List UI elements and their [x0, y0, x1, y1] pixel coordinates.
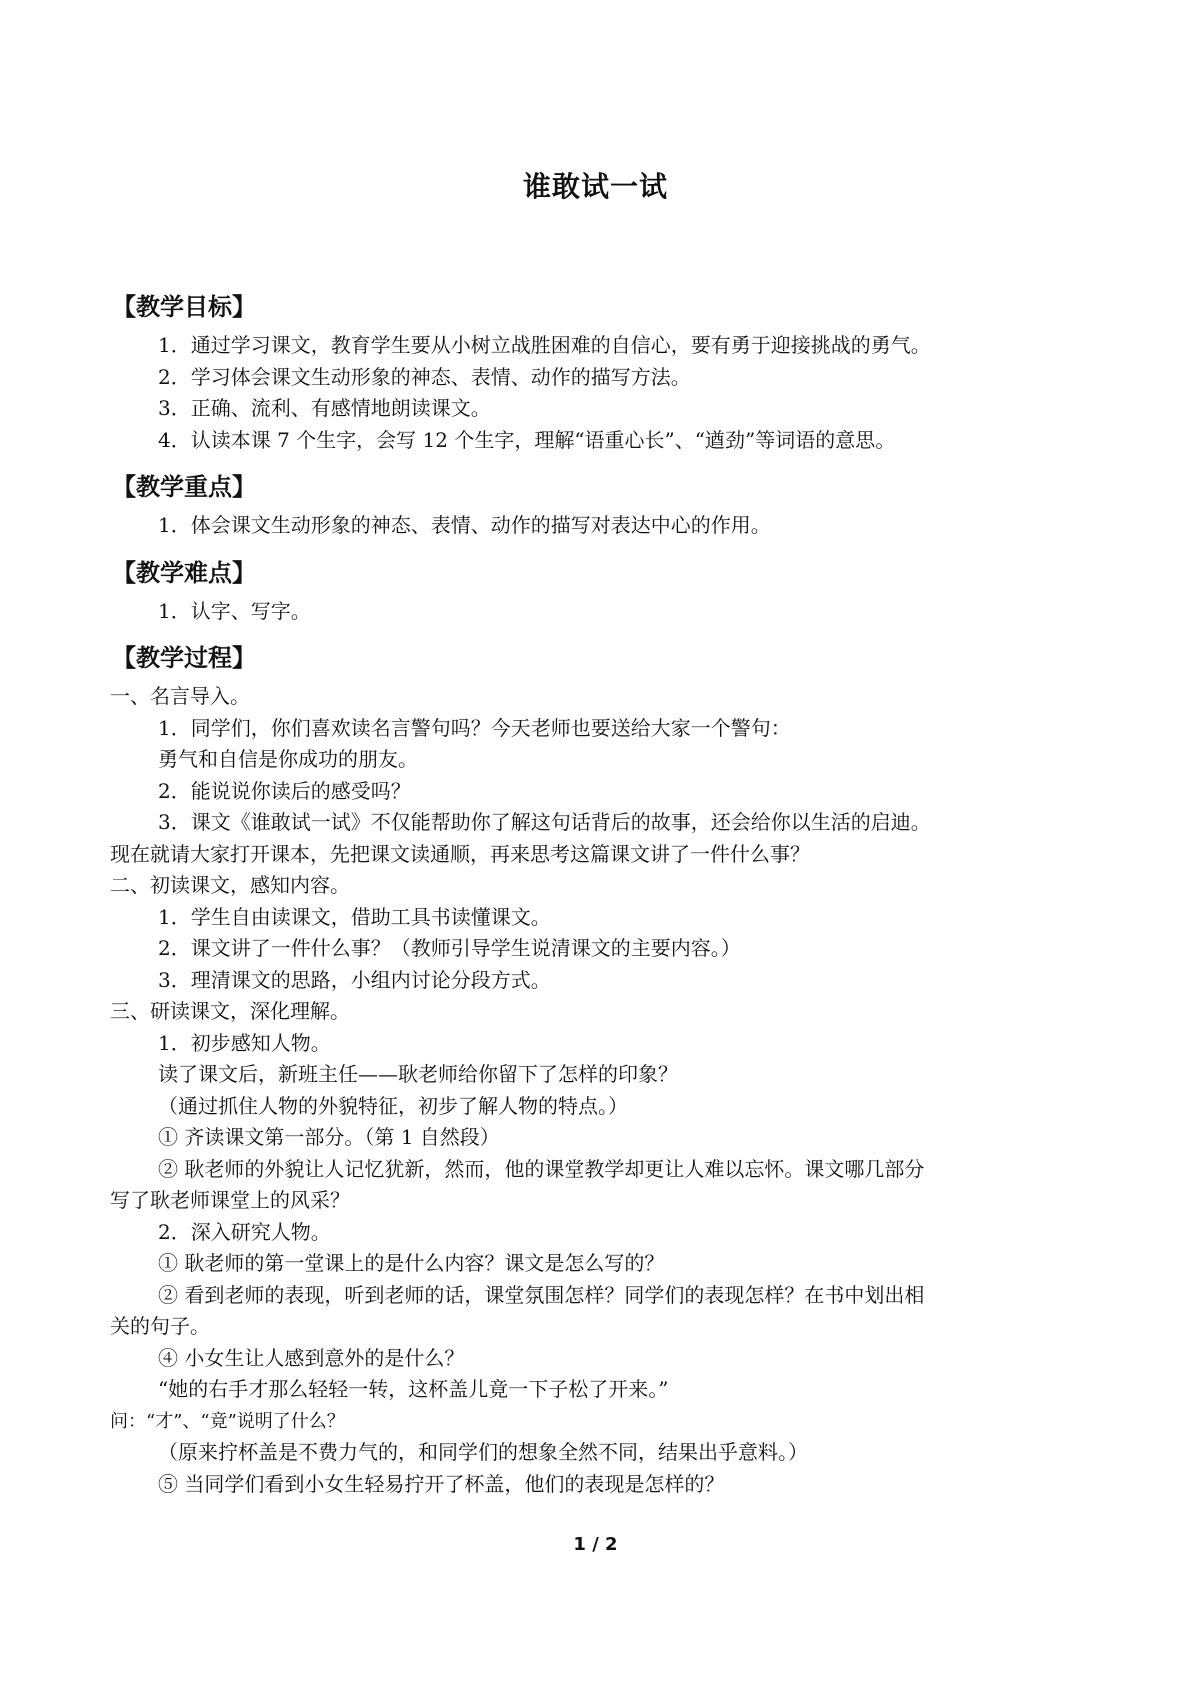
- process-step-heading: 一、名言导入。: [110, 684, 250, 708]
- process-line: 1．初步感知人物。: [158, 1030, 331, 1055]
- process-line: 写了耿老师课堂上的风采？: [110, 1188, 350, 1212]
- process-line: ⑤ 当同学们看到小女生轻易拧开了杯盖，他们的表现是怎样的？: [158, 1471, 725, 1496]
- process-line: 2．能说说你读后的感受吗？: [158, 778, 411, 803]
- process-line: 关的句子。: [110, 1314, 210, 1338]
- process-step-heading: 三、研读课文，深化理解。: [110, 999, 350, 1023]
- process-line: ② 耿老师的外貌让人记忆犹新，然而，他的课堂教学却更让人难以忘怀。课文哪几部分: [158, 1156, 925, 1181]
- process-line: 2．深入研究人物。: [158, 1219, 331, 1244]
- section-heading-goals: 【教学目标】: [112, 293, 256, 321]
- process-line: 2．课文讲了一件什么事？（教师引导学生说清课文的主要内容。）: [158, 936, 741, 960]
- process-line: ④ 小女生让人感到意外的是什么？: [158, 1345, 465, 1370]
- process-line: 1．同学们，你们喜欢读名言警句吗？今天老师也要送给大家一个警句：: [158, 715, 791, 740]
- process-line: 3．课文《谁敢试一试》不仅能帮助你了解这句话背后的故事，还会给你以生活的启迪。: [158, 810, 931, 834]
- difficulty-item: 1．认字、写字。: [158, 598, 311, 623]
- process-line: 1．学生自由读课文，借助工具书读懂课文。: [158, 904, 551, 929]
- process-line: （通过抓住人物的外貌特征，初步了解人物的特点。）: [158, 1093, 628, 1118]
- process-line: 现在就请大家打开课本，先把课文读通顺，再来思考这篇课文讲了一件什么事？: [110, 841, 810, 866]
- process-line: “她的右手才那么轻轻一转，这杯盖儿竟一下子松了开来。”: [158, 1377, 669, 1401]
- section-heading-key-points: 【教学重点】: [112, 473, 256, 501]
- document-title: 谁敢试一试: [522, 170, 668, 203]
- section-heading-difficulties: 【教学难点】: [112, 558, 256, 587]
- goal-item: 1．通过学习课文，教育学生要从小树立战胜困难的自信心，要有勇于迎接挑战的勇气。: [158, 333, 931, 357]
- key-point-item: 1．体会课文生动形象的神态、表情、动作的描写对表达中心的作用。: [158, 513, 771, 537]
- process-line: 读了课文后，新班主任——耿老师给你留下了怎样的印象？: [158, 1062, 678, 1086]
- process-line: ② 看到老师的表现，听到老师的话，课堂氛围怎样？同学们的表现怎样？在书中划出相: [158, 1282, 925, 1307]
- process-line: 3．理清课文的思路，小组内讨论分段方式。: [158, 967, 551, 992]
- process-line: （原来拧杯盖是不费力气的，和同学们的想象全然不同，结果出乎意料。）: [158, 1440, 808, 1464]
- process-line: ① 耿老师的第一堂课上的是什么内容？课文是怎么写的？: [158, 1251, 665, 1275]
- section-heading-process: 【教学过程】: [112, 644, 256, 672]
- process-line: 问：“才”、“竟”说明了什么？: [110, 1410, 345, 1432]
- goal-item: 4．认读本课 7 个生字，会写 12 个生字，理解“语重心长”、“遒劲”等词语的意思。: [158, 427, 896, 452]
- goal-item: 2．学习体会课文生动形象的神态、表情、动作的描写方法。: [158, 364, 691, 389]
- process-line: ① 齐读课文第一部分。（第 1 自然段）: [158, 1125, 500, 1149]
- page-number: 1 / 2: [573, 1534, 618, 1555]
- goal-item: 3．正确、流利、有感情地朗读课文。: [158, 396, 491, 420]
- process-line: 勇气和自信是你成功的朋友。: [158, 747, 418, 771]
- document-body: [110, 290, 1090, 1500]
- process-step-heading: 二、初读课文，感知内容。: [110, 873, 350, 897]
